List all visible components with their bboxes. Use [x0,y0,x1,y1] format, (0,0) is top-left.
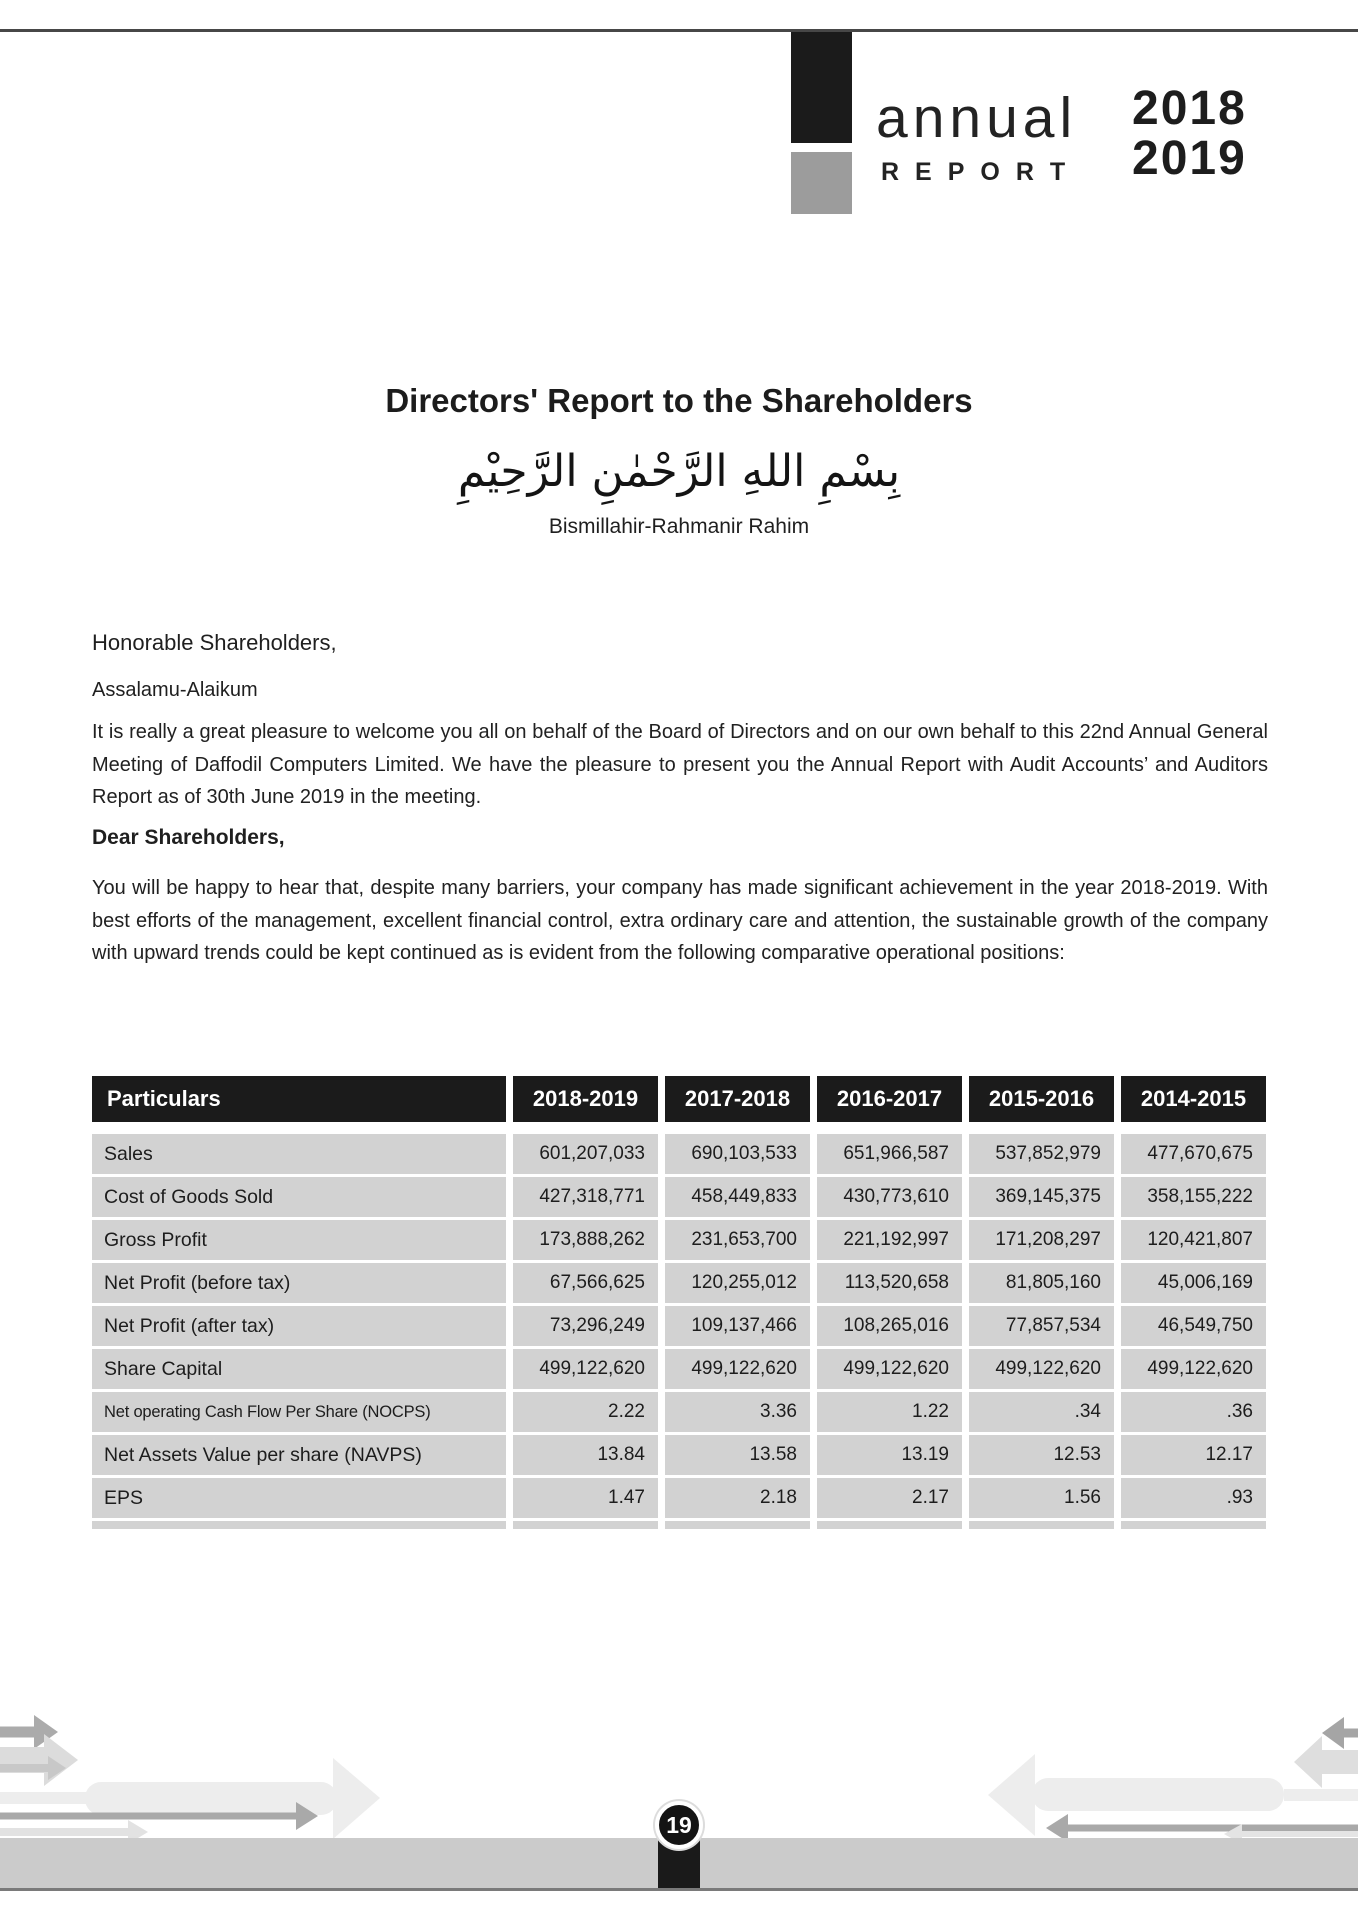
row-label: Sales [92,1134,506,1174]
table-bottom-spacer [969,1521,1114,1529]
value-cell: 67,566,625 [513,1263,658,1303]
row-label: Net operating Cash Flow Per Share (NOCPS) [92,1392,506,1432]
value-cell: 46,549,750 [1121,1306,1266,1346]
value-cell: 2.22 [513,1392,658,1432]
table-bottom-spacer [92,1521,506,1529]
value-cell: 81,805,160 [969,1263,1114,1303]
header-year-2015-2016: 2015-2016 [969,1076,1114,1122]
logo-annual-text: annual [876,86,1078,150]
bismillah-transliteration: Bismillahir-Rahmanir Rahim [548,515,810,538]
table-bottom-spacer [1121,1521,1266,1529]
value-cell: 13.84 [513,1435,658,1475]
value-cell: .34 [969,1392,1114,1432]
value-cell: 13.58 [665,1435,810,1475]
value-cell: 1.56 [969,1478,1114,1518]
logo-years [1132,84,1247,184]
value-cell: 221,192,997 [817,1220,962,1260]
row-label: Gross Profit [92,1220,506,1260]
logo-report-text: REPORT [881,158,1082,186]
value-cell: 12.17 [1121,1435,1266,1475]
value-cell: 537,852,979 [969,1134,1114,1174]
value-cell: 651,966,587 [817,1134,962,1174]
value-cell: 173,888,262 [513,1220,658,1260]
value-cell: 601,207,033 [513,1134,658,1174]
header-particulars: Particulars [92,1076,506,1122]
row-label: Net Assets Value per share (NAVPS) [92,1435,506,1475]
value-cell: 2.17 [817,1478,962,1518]
row-label: Cost of Goods Sold [92,1177,506,1217]
value-cell: 499,122,620 [665,1349,810,1389]
header-year-2014-2015: 2014-2015 [1121,1076,1266,1122]
value-cell: 427,318,771 [513,1177,658,1217]
value-cell: 231,653,700 [665,1220,810,1260]
page-number-badge [655,1801,703,1849]
value-cell: 499,122,620 [513,1349,658,1389]
value-cell: 120,255,012 [665,1263,810,1303]
value-cell: 458,449,833 [665,1177,810,1217]
value-cell: 1.47 [513,1478,658,1518]
value-cell: 1.22 [817,1392,962,1432]
financial-table [92,1076,1266,1529]
value-cell: 109,137,466 [665,1306,810,1346]
page-title: Directors' Report to the Shareholders [385,382,973,419]
logo-black-block [791,32,852,143]
row-label: EPS [92,1478,506,1518]
arrows-right-icon [0,1715,380,1840]
value-cell: 430,773,610 [817,1177,962,1217]
paragraph-achievement: You will be happy to hear that, despite many barriers, your company has made significant achievement in the year 2018-2019. With best efforts of the management, excellent financial control, extra ordinary care and attention, the sustainable growth of the company with upward trends could be kept continued as is evident from the following comparative operational positions: [92,877,1268,964]
value-cell: 120,421,807 [1121,1220,1266,1260]
bismillah-calligraphy: بِسْمِ اللهِ الرَّحْمٰنِ الرَّحِيْمِ [457,446,901,497]
value-cell: .93 [1121,1478,1266,1518]
row-label: Net Profit (after tax) [92,1306,506,1346]
salutation: Honorable Shareholders, [92,630,337,655]
value-cell: 13.19 [817,1435,962,1475]
value-cell: 477,670,675 [1121,1134,1266,1174]
value-cell: 690,103,533 [665,1134,810,1174]
header-year-2018-2019: 2018-2019 [513,1076,658,1122]
row-label: Share Capital [92,1349,506,1389]
value-cell: 3.36 [665,1392,810,1432]
value-cell: 369,145,375 [969,1177,1114,1217]
value-cell: 77,857,534 [969,1306,1114,1346]
value-cell: 499,122,620 [817,1349,962,1389]
page-number: 19 [666,1811,692,1838]
logo-gray-block [791,152,852,214]
row-label: Net Profit (before tax) [92,1263,506,1303]
logo-year-top: 2018 [1132,82,1247,135]
financial-table-header [92,1076,1266,1122]
value-cell: 2.18 [665,1478,810,1518]
value-cell: 499,122,620 [969,1349,1114,1389]
value-cell: 73,296,249 [513,1306,658,1346]
greeting: Assalamu-Alaikum [92,679,258,701]
table-bottom-spacer [665,1521,810,1529]
value-cell: 171,208,297 [969,1220,1114,1260]
value-cell: 113,520,658 [817,1263,962,1303]
logo-year-bottom: 2019 [1132,132,1247,185]
value-cell: 12.53 [969,1435,1114,1475]
value-cell: 108,265,016 [817,1306,962,1346]
table-bottom-spacer [513,1521,658,1529]
financial-table-body [92,1134,1266,1529]
subheading-dear-shareholders: Dear Shareholders, [92,826,285,849]
header-year-2016-2017: 2016-2017 [817,1076,962,1122]
header-year-2017-2018: 2017-2018 [665,1076,810,1122]
arrows-left-icon [988,1717,1358,1840]
paragraph-welcome: It is really a great pleasure to welcome you all on behalf of the Board of Directors and on our own behalf to this 22nd Annual General Meeting of Daffodil Computers Limited. We have the pleasure to present you the Annual Report with Audit Accounts’ and Auditors Report as of 30th June 2019 in the meeting. [92,721,1268,808]
value-cell: 45,006,169 [1121,1263,1266,1303]
top-rule [0,29,1358,32]
value-cell: 499,122,620 [1121,1349,1266,1389]
value-cell: .36 [1121,1392,1266,1432]
table-bottom-spacer [817,1521,962,1529]
value-cell: 358,155,222 [1121,1177,1266,1217]
